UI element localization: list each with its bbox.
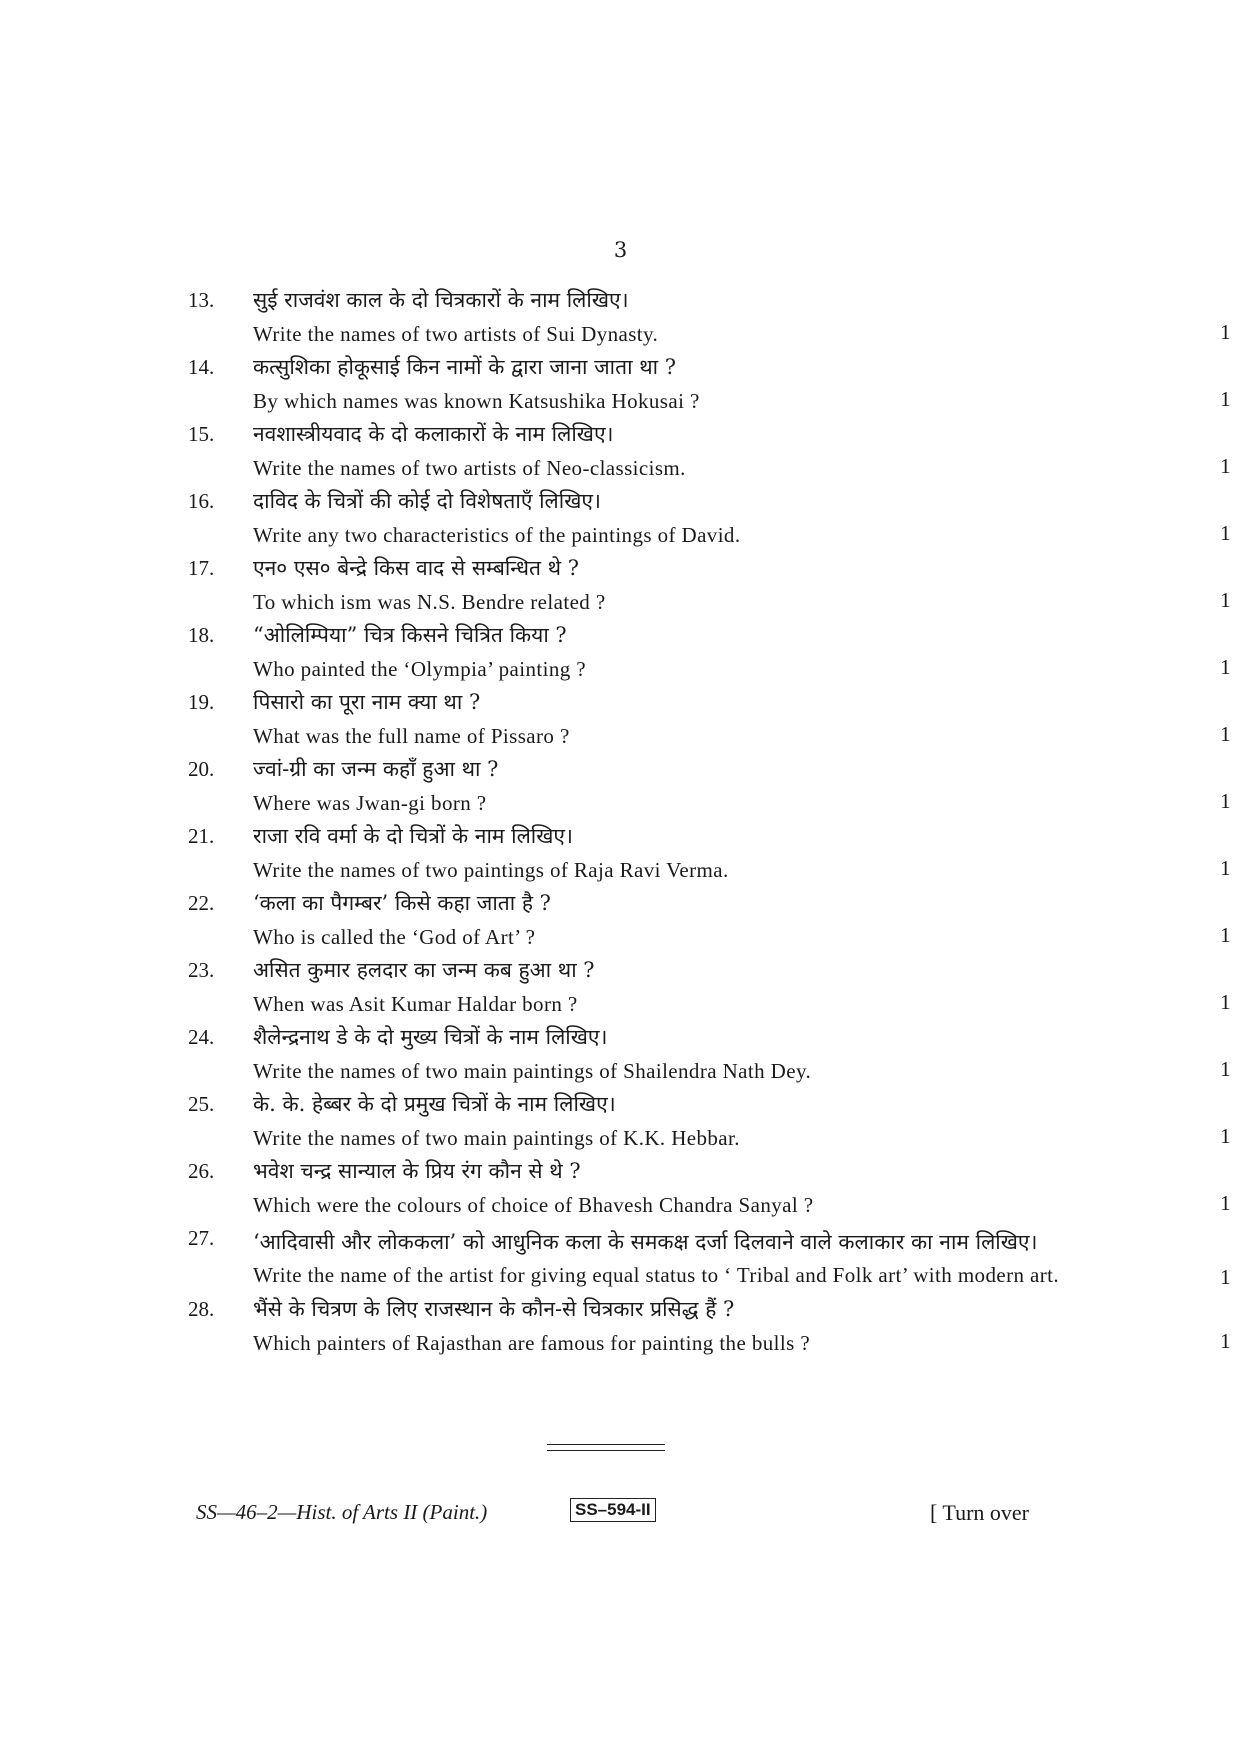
question-english-row [253,1262,1231,1293]
question-english: Where was Jwan-gi born ? [253,791,487,815]
footer-turn-over: [ Turn over [930,1500,1030,1525]
question-item [0,1021,1241,1088]
question-number: 25. [188,1092,215,1116]
question-item [0,619,1241,686]
question-hindi: दाविद के चित्रों की कोई दो विशेषताएँ लिखिए। [253,489,601,513]
question-hindi: भवेश चन्द्र सान्याल के प्रिय रंग कौन से थे ? [253,1159,581,1183]
question-hindi: पिसारो का पूरा नाम क्या था ? [253,690,481,714]
question-number: 27. [188,1226,215,1250]
question-mark: 1 [1220,320,1231,344]
question-hindi: असित कुमार हलदार का जन्म कब हुआ था ? [253,958,595,982]
question-mark: 1 [1220,454,1231,478]
question-number: 23. [188,958,215,982]
question-english: Which painters of Rajasthan are famous for painting the bulls ? [253,1331,811,1355]
question-number: 15. [188,422,215,446]
question-hindi: एन० एस० बेन्द्रे किस वाद से सम्बन्धित थे ? [253,556,580,580]
question-mark: 1 [1220,923,1231,947]
question-mark: 1 [1220,789,1231,813]
question-number: 17. [188,556,215,580]
question-english: Write the names of two paintings of Raja Ravi Verma. [253,858,729,882]
question-mark: 1 [1220,387,1231,411]
question-english: By which names was known Katsushika Hokusai ? [253,389,700,413]
page-number: 3 [613,238,628,262]
question-english: Write the names of two main paintings of Shailendra Nath Dey. [253,1059,812,1083]
question-number: 16. [188,489,215,513]
question-hindi: भैंसे के चित्रण के लिए राजस्थान के कौन-से चित्रकार प्रसिद्ध हैं ? [253,1297,735,1321]
question-item [0,1088,1241,1155]
question-english-row [253,1121,1231,1155]
question-english-row [253,1326,1231,1360]
footer-badge: SS–594-II [570,1498,656,1522]
question-item [0,887,1241,954]
question-hindi: ‘कला का पैगम्बर’ किसे कहा जाता है ? [253,891,551,915]
question-english: Who is called the ‘God of Art’ ? [253,925,536,949]
question-english-row [253,585,1231,619]
question-item [0,686,1241,753]
question-english-row [253,652,1231,686]
question-english-row [253,451,1231,485]
question-english: Write the names of two artists of Neo-classicism. [253,456,686,480]
question-item [0,485,1241,552]
question-number: 20. [188,757,215,781]
question-english: To which ism was N.S. Bendre related ? [253,590,606,614]
question-item [0,954,1241,1021]
question-english-row [253,987,1231,1021]
question-english-row [253,786,1231,820]
question-english-row [253,1188,1231,1222]
question-item [0,820,1241,887]
question-item [0,1155,1241,1222]
question-item [0,552,1241,619]
question-mark: 1 [1220,588,1231,612]
question-hindi: “ओलिम्पिया” चित्र किसने चित्रित किया ? [253,623,567,647]
question-item [0,351,1241,418]
end-rule [547,1444,665,1451]
question-mark: 1 [1220,722,1231,746]
question-english-row [253,853,1231,887]
question-mark: 1 [1220,655,1231,679]
question-english: What was the full name of Pissaro ? [253,724,570,748]
question-english-row [253,518,1231,552]
question-item [0,753,1241,820]
question-hindi: कत्सुशिका होकूसाई किन नामों के द्वारा जाना जाता था ? [253,355,677,379]
question-item [0,1222,1241,1293]
question-mark: 1 [1220,1124,1231,1148]
question-hindi: ज्वां-ग्री का जन्म कहाँ हुआ था ? [253,757,499,781]
question-number: 13. [188,288,215,312]
question-mark: 1 [1220,1265,1231,1289]
question-english: Write the names of two main paintings of K.K. Hebbar. [253,1126,740,1150]
question-list [0,284,1241,1360]
question-english-row [253,920,1231,954]
question-number: 26. [188,1159,215,1183]
question-english: Which were the colours of choice of Bhavesh Chandra Sanyal ? [253,1193,814,1217]
question-mark: 1 [1220,990,1231,1014]
question-mark: 1 [1220,1191,1231,1215]
question-item [0,418,1241,485]
question-item [0,1293,1241,1360]
question-hindi: सुई राजवंश काल के दो चित्रकारों के नाम लिखिए। [253,288,629,312]
question-number: 14. [188,355,215,379]
question-number: 18. [188,623,215,647]
question-mark: 1 [1220,1329,1231,1353]
question-english: When was Asit Kumar Haldar born ? [253,992,578,1016]
question-english-row [253,1054,1231,1088]
question-english: Write the names of two artists of Sui Dynasty. [253,322,659,346]
question-mark: 1 [1220,521,1231,545]
question-english-row [253,719,1231,753]
question-hindi: राजा रवि वर्मा के दो चित्रों के नाम लिखिए। [253,824,573,848]
question-item [0,284,1241,351]
footer-paper-code: SS—46–2—Hist. of Arts II (Paint.) [196,1500,488,1524]
question-english-row [253,317,1231,351]
question-english: Write any two characteristics of the paintings of David. [253,523,741,547]
question-mark: 1 [1220,1057,1231,1081]
question-number: 21. [188,824,215,848]
question-mark: 1 [1220,856,1231,880]
question-hindi: नवशास्त्रीयवाद के दो कलाकारों के नाम लिखिए। [253,422,614,446]
question-number: 28. [188,1297,215,1321]
question-english: Write the name of the artist for giving equal status to ‘ Tribal and Folk art’ with modern art. [253,1263,1060,1287]
question-number: 19. [188,690,215,714]
question-hindi: के. के. हेब्बर के दो प्रमुख चित्रों के नाम लिखिए। [253,1092,616,1116]
question-number: 24. [188,1025,215,1049]
question-hindi: शैलेन्द्रनाथ डे के दो मुख्य चित्रों के नाम लिखिए। [253,1025,608,1049]
question-english-row [253,384,1231,418]
question-number: 22. [188,891,215,915]
question-english: Who painted the ‘Olympia’ painting ? [253,657,586,681]
question-hindi: ‘आदिवासी और लोककला’ को आधुनिक कला के समकक्ष दर्जा दिलवाने वाले कलाकार का नाम लिखिए। [253,1230,1038,1254]
